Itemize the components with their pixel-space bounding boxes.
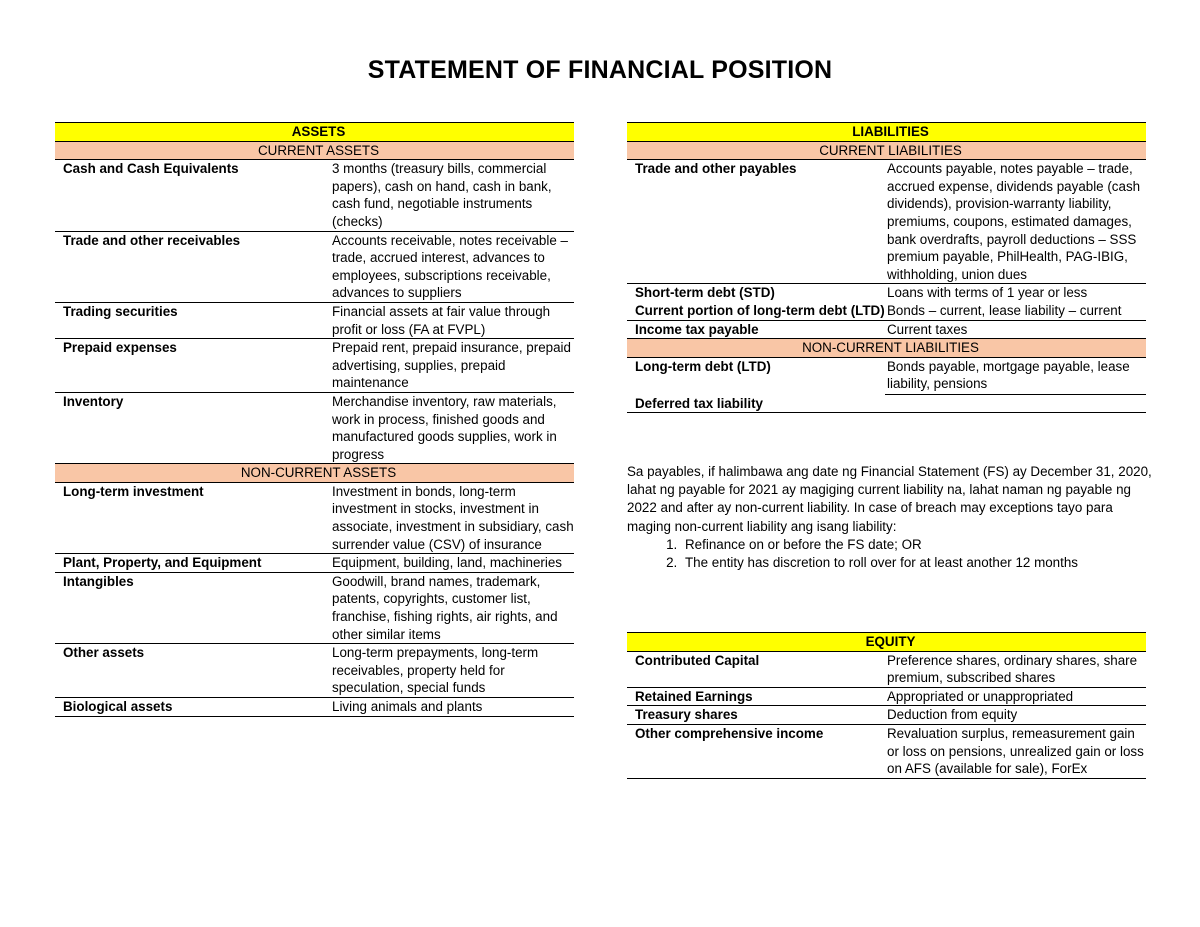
noncurrent-liabilities-header-row <box>627 339 1146 358</box>
table-row <box>55 231 574 302</box>
current-assets-header-row <box>55 141 574 160</box>
row-label: Trading securities <box>55 302 330 338</box>
table-row <box>627 160 1146 284</box>
noncurrent-assets-header: NON-CURRENT ASSETS <box>55 464 574 483</box>
row-description: Living animals and plants <box>330 698 574 717</box>
row-label: Cash and Cash Equivalents <box>55 160 330 231</box>
row-label: Current portion of long-term debt (LTD) <box>635 302 885 318</box>
table-row <box>55 554 574 573</box>
row-label: Other assets <box>55 644 330 698</box>
note-paragraph: Sa payables, if halimbawa ang date ng Financial Statement (FS) ay December 31, 2020, lahat ng payable for 2021 ay magiging current liability na, lahat naman ng payable ng 2022 and after ay non-current liability. In case of breach may exceptions tayo para maging non-current liability ang isang liability: <box>627 464 1152 534</box>
row-description: Investment in bonds, long-term investment in stocks, investment in associate, investment in subsidiary, cash surrender value (CSV) of insurance <box>330 482 574 553</box>
row-label: Short-term debt (STD) <box>635 285 775 301</box>
liabilities-header-row <box>627 123 1146 142</box>
table-row <box>627 651 1146 687</box>
row-description: Equipment, building, land, machineries <box>330 554 574 573</box>
row-label: Trade and other payables <box>627 160 885 284</box>
row-label: Trade and other receivables <box>55 231 330 302</box>
table-row <box>627 302 1146 320</box>
row-description: Appropriated or unappropriated <box>885 687 1146 706</box>
row-description: Financial assets at fair value through profit or loss (FA at FVPL) <box>330 302 574 338</box>
row-description: Bonds payable, mortgage payable, lease liability, pensions <box>887 358 1130 392</box>
payables-note <box>627 463 1157 572</box>
table-row <box>627 357 1146 394</box>
table-row <box>627 320 1146 339</box>
row-description <box>885 394 1146 413</box>
liabilities-table <box>627 122 1146 413</box>
row-label: Income tax payable <box>627 320 885 339</box>
row-label: Prepaid expenses <box>55 339 330 393</box>
row-label: Intangibles <box>55 572 330 643</box>
row-label: Biological assets <box>55 698 330 717</box>
row-label: Contributed Capital <box>627 651 885 687</box>
row-description: Loans with terms of 1 year or less <box>887 285 1088 301</box>
row-label: Inventory <box>55 392 330 463</box>
assets-header: ASSETS <box>55 123 574 142</box>
liabilities-header: LIABILITIES <box>627 123 1146 142</box>
row-label: Deferred tax liability <box>627 394 885 413</box>
table-row <box>55 482 574 553</box>
table-row <box>627 706 1146 725</box>
row-description: Merchandise inventory, raw materials, work in process, finished goods and manufactured goods supplies, work in progress <box>330 392 574 463</box>
table-row <box>627 687 1146 706</box>
row-description: Current taxes <box>885 320 1146 339</box>
list-item: 1. Refinance on or before the FS date; OR <box>681 536 1157 554</box>
row-label: Retained Earnings <box>627 687 885 706</box>
assets-header-row <box>55 123 574 142</box>
table-row <box>55 392 574 463</box>
row-description: Prepaid rent, prepaid insurance, prepaid advertising, supplies, prepaid maintenance <box>330 339 574 393</box>
page-title: STATEMENT OF FINANCIAL POSITION <box>367 56 833 84</box>
row-label: Other comprehensive income <box>627 724 885 778</box>
table-row <box>55 160 574 231</box>
row-description: 3 months (treasury bills, commercial papers), cash on hand, cash in bank, cash fund, negotiable instruments (checks) <box>330 160 574 231</box>
note-list <box>627 536 1157 572</box>
current-liabilities-header-row <box>627 141 1146 160</box>
row-label: Plant, Property, and Equipment <box>55 554 330 573</box>
row-label: Treasury shares <box>627 706 885 725</box>
table-row <box>55 302 574 338</box>
assets-table <box>55 122 574 717</box>
row-description: Preference shares, ordinary shares, share premium, subscribed shares <box>885 651 1146 687</box>
noncurrent-liabilities-header: NON-CURRENT LIABILITIES <box>627 339 1146 358</box>
equity-header-row <box>627 633 1146 652</box>
current-liabilities-header: CURRENT LIABILITIES <box>627 141 1146 160</box>
row-description: Deduction from equity <box>885 706 1146 725</box>
table-row <box>55 339 574 393</box>
table-row <box>627 724 1146 778</box>
table-row <box>627 394 1146 413</box>
row-description: Accounts payable, notes payable – trade, accrued expense, dividends payable (cash dividends), provision-warranty liability, premiums, coupons, estimated damages, bank overdrafts, payroll deductions – SSS premium payable, PhilHealth, PAG-IBIG, withholding, union dues <box>885 160 1146 284</box>
current-assets-header: CURRENT ASSETS <box>55 141 574 160</box>
equity-table <box>627 632 1146 779</box>
equity-header: EQUITY <box>627 633 1146 652</box>
row-description: Long-term prepayments, long-term receivables, property held for speculation, special funds <box>330 644 574 698</box>
row-label: Long-term investment <box>55 482 330 553</box>
row-description: Revaluation surplus, remeasurement gain or loss on pensions, unrealized gain or loss on AFS (available for sale), ForEx <box>885 724 1146 778</box>
row-description: Accounts receivable, notes receivable – trade, accrued interest, advances to employees, subscriptions receivable, advances to suppliers <box>330 231 574 302</box>
row-description: Bonds – current, lease liability – current <box>887 302 1122 318</box>
row-description: Goodwill, brand names, trademark, patents, copyrights, customer list, franchise, fishing rights, air rights, and other similar items <box>330 572 574 643</box>
list-item: 2. The entity has discretion to roll over for at least another 12 months <box>681 554 1157 572</box>
table-row <box>55 572 574 643</box>
table-row <box>55 644 574 698</box>
row-label: Long-term debt (LTD) <box>627 357 885 394</box>
table-row <box>55 698 574 717</box>
noncurrent-assets-header-row <box>55 464 574 483</box>
table-row <box>627 284 1146 302</box>
